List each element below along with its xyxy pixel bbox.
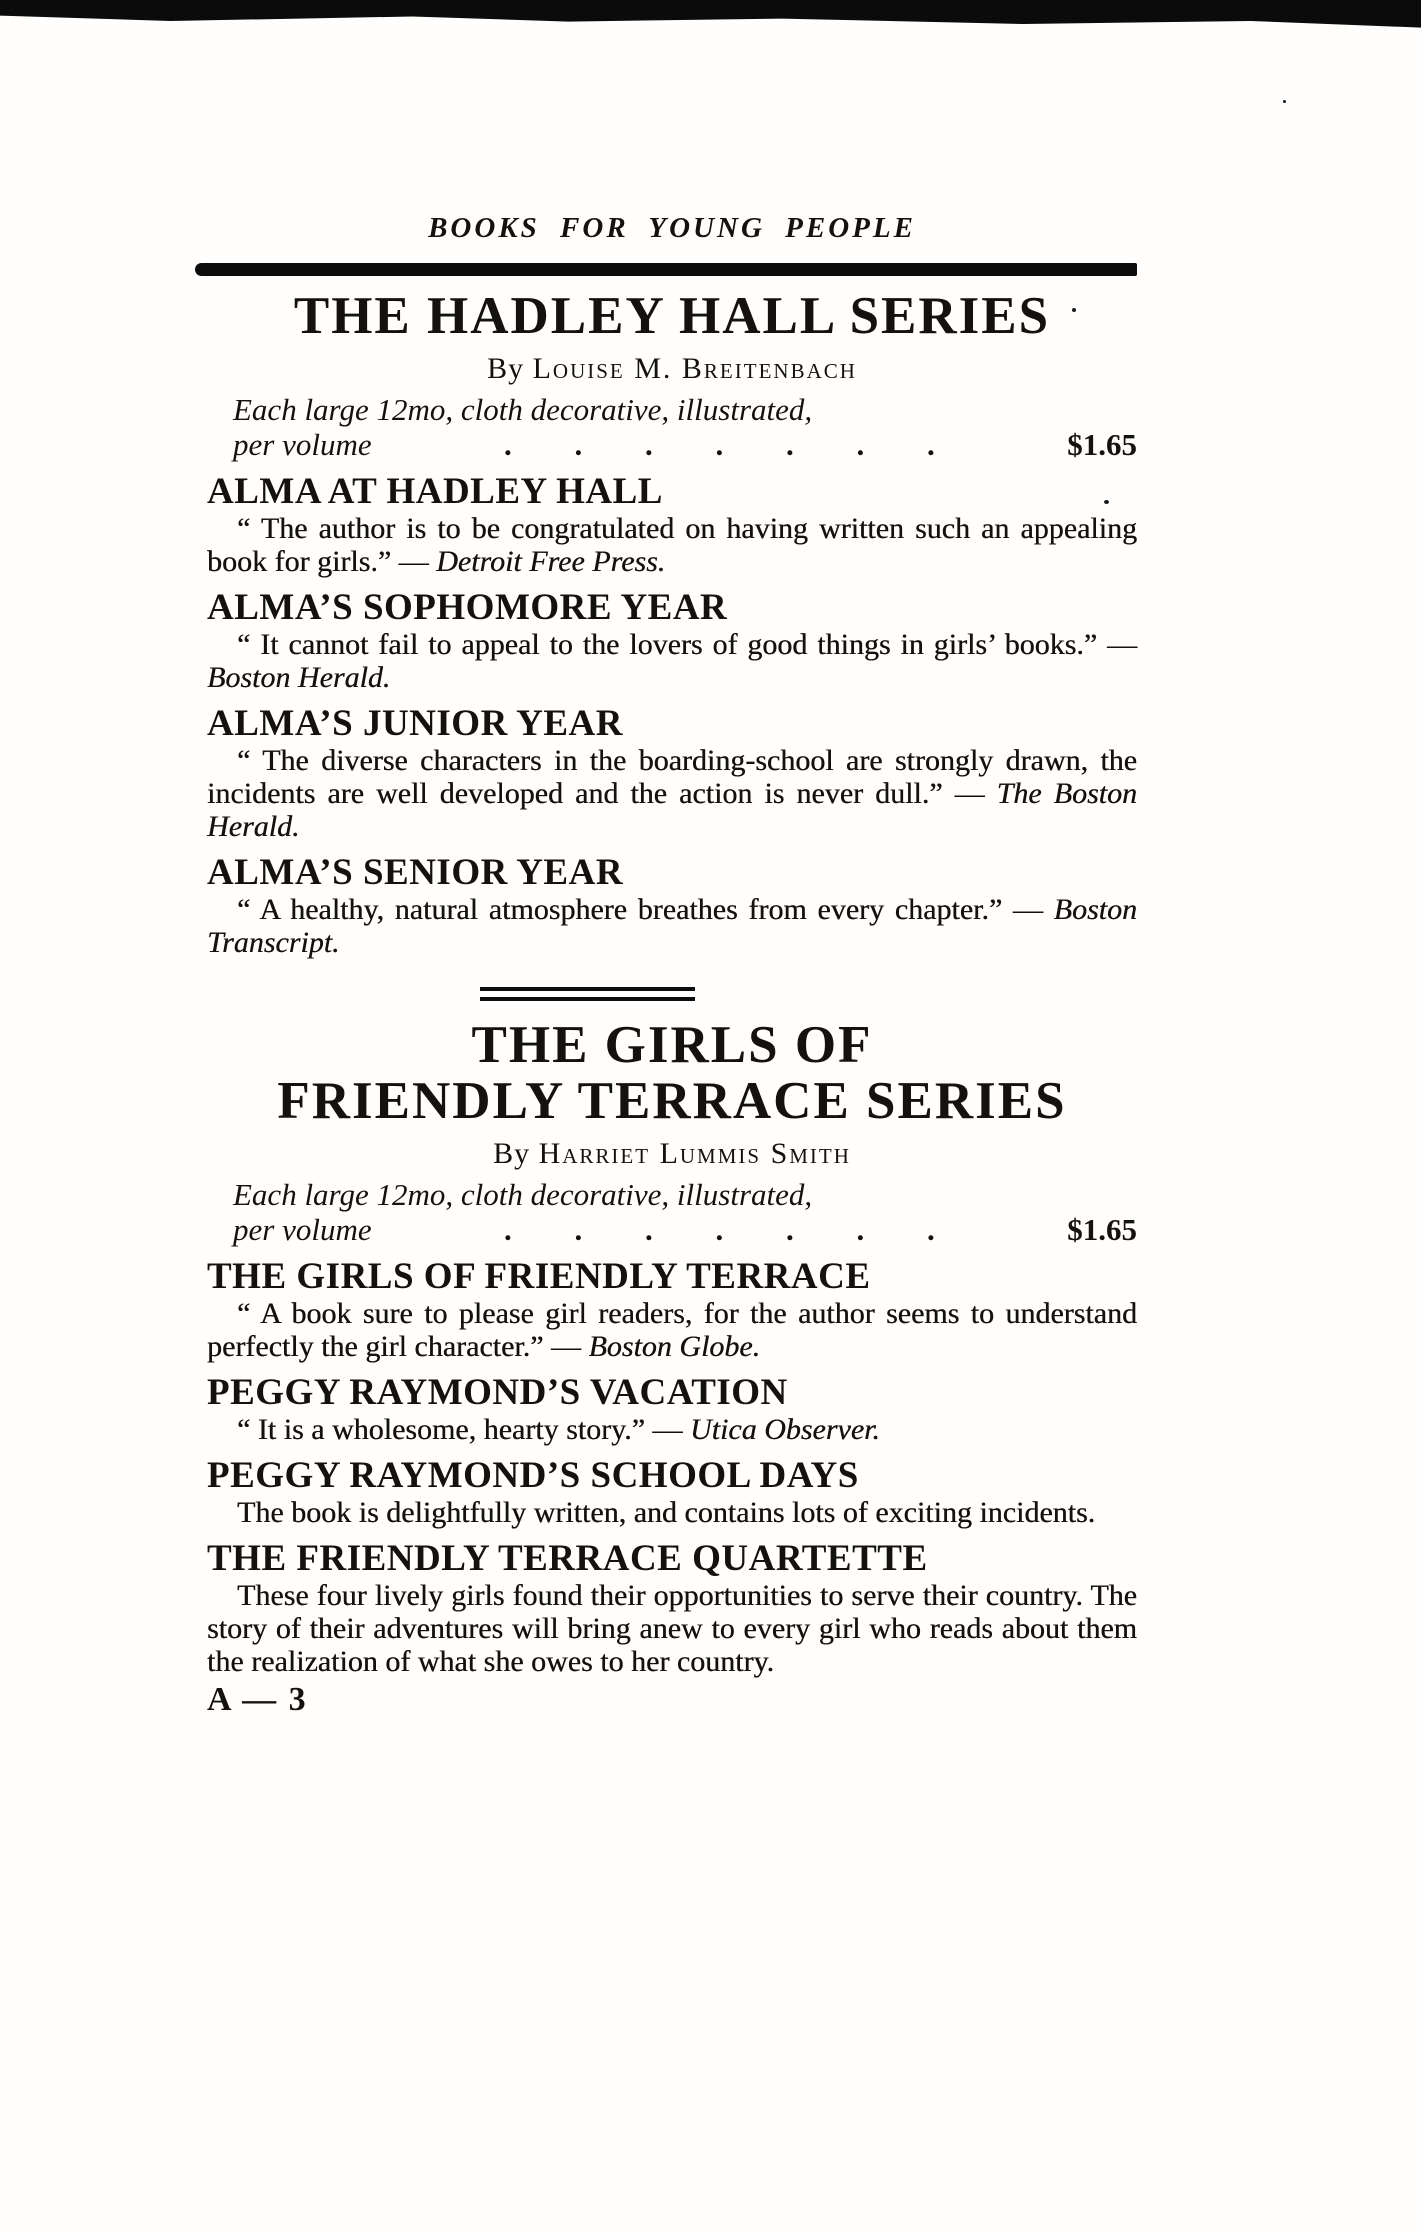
review-source: Boston Herald.	[207, 661, 391, 694]
running-head: BOOKS FOR YOUNG PEOPLE	[428, 212, 916, 244]
review-source: Utica Observer.	[689, 1413, 880, 1446]
price: $1.65	[1067, 427, 1137, 462]
spec-label: per volume	[233, 427, 372, 462]
series-title-line1: THE GIRLS OF	[471, 1016, 873, 1074]
spec-line2	[233, 428, 1137, 462]
review-text: The book is delightfully written, and contains lots of exciting incidents.	[237, 1496, 1096, 1529]
review-text: “ It is a wholesome, hearty story.” —	[237, 1413, 690, 1446]
review-text: “ It cannot fail to appeal to the lovers of good things in girls’ books.” —	[237, 628, 1137, 661]
spec-label: per volume	[233, 1212, 372, 1247]
book-entry	[207, 471, 1137, 578]
book-title: ALMA’S JUNIOR YEAR	[207, 703, 623, 744]
author-name: Harriet Lummis Smith	[538, 1137, 851, 1170]
price: $1.65	[1067, 1212, 1137, 1247]
byline-prefix: By	[493, 1137, 531, 1170]
byline-prefix: By	[487, 352, 525, 385]
book-review	[207, 512, 1137, 578]
author-name: Louise M. Breitenbach	[532, 352, 857, 385]
byline	[207, 1137, 1137, 1171]
book-review	[207, 893, 1137, 959]
book-review	[207, 1496, 1137, 1529]
book-entry	[207, 587, 1137, 694]
book-entry	[207, 852, 1137, 959]
book-review	[207, 1297, 1137, 1363]
book-entry	[207, 1372, 1137, 1446]
edition-spec	[233, 1177, 1137, 1247]
spec-line1: Each large 12mo, cloth decorative, illustrated,	[233, 392, 813, 427]
book-entry	[207, 1256, 1137, 1363]
review-text: “ A healthy, natural atmosphere breathes from every chapter.” —	[237, 893, 1054, 926]
book-review	[207, 1579, 1137, 1678]
book-review	[207, 628, 1137, 694]
section-divider	[480, 987, 695, 1001]
book-title: PEGGY RAYMOND’S VACATION	[207, 1372, 788, 1413]
spec-line1: Each large 12mo, cloth decorative, illustrated,	[233, 1177, 813, 1212]
header-rule	[195, 263, 1137, 276]
review-text: These four lively girls found their opportunities to serve their country. The story of their adventures will bring anew to every girl who reads about them the realization of what she owes to her country.	[207, 1579, 1137, 1678]
book-title: PEGGY RAYMOND’S SCHOOL DAYS	[207, 1455, 859, 1496]
review-text: “ The author is to be congratulated on having written such an appealing book for girls.” —	[207, 512, 1137, 578]
book-title: ALMA’S SOPHOMORE YEAR	[207, 587, 728, 628]
series-section-friendly-terrace	[207, 1017, 1137, 1678]
printers-key: A — 3	[207, 1681, 308, 1718]
book-title: THE FRIENDLY TERRACE QUARTETTE	[207, 1538, 928, 1579]
book-review	[207, 744, 1137, 843]
series-title-line2: FRIENDLY TERRACE SERIES	[277, 1072, 1067, 1130]
review-source: Boston Globe.	[588, 1330, 761, 1363]
book-review	[207, 1413, 1137, 1446]
book-entry	[207, 703, 1137, 843]
review-text: “ The diverse characters in the boarding-school are strongly drawn, the incidents are well developed and the action is never dull.” —	[207, 744, 1137, 810]
book-entry	[207, 1538, 1137, 1678]
review-source: The Boston Herald.	[207, 777, 1137, 843]
book-title: THE GIRLS OF FRIENDLY TERRACE	[207, 1256, 871, 1297]
scan-speck	[1283, 100, 1286, 103]
edition-spec	[233, 392, 1137, 462]
review-text: “ A book sure to please girl readers, for the author seems to understand perfectly the girl character.” —	[207, 1297, 1137, 1363]
series-title	[207, 1017, 1137, 1129]
book-title: ALMA AT HADLEY HALL	[207, 471, 663, 512]
byline	[207, 352, 1137, 386]
series-section-hadley-hall	[207, 288, 1137, 959]
review-source: Boston Transcript.	[207, 893, 1137, 959]
book-entry	[207, 1455, 1137, 1529]
leader-dots: . . . . . . .	[504, 1213, 935, 1247]
series-title-line1: THE HADLEY HALL SERIES	[293, 287, 1051, 345]
review-source: Detroit Free Press.	[436, 545, 666, 578]
text-column	[207, 0, 1137, 1717]
spec-line2	[233, 1213, 1137, 1247]
leader-dots: . . . . . . .	[504, 428, 935, 462]
series-title	[207, 288, 1137, 344]
book-title: ALMA’S SENIOR YEAR	[207, 852, 624, 893]
